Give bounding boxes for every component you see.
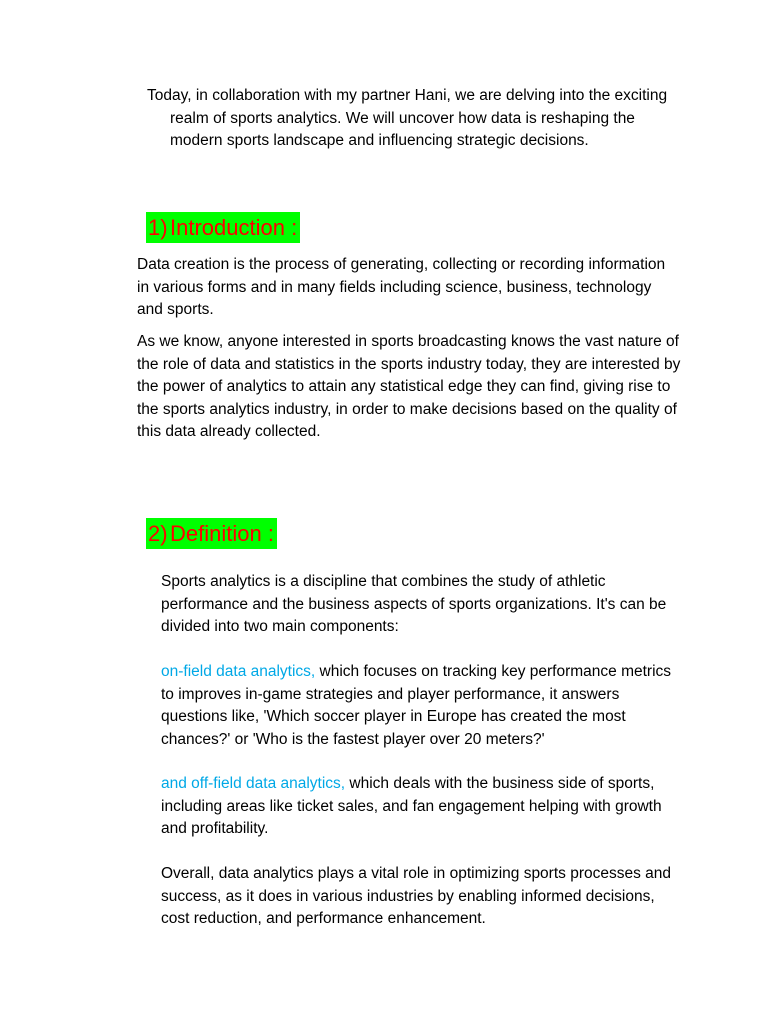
introduction-paragraph-2: As we know, anyone interested in sports broadcasting knows the vast nature of the role of data and statistics in the sports industry today, they are interested by the power of analytics to attain any statistical edge they can find, giving rise to the sports analytics industry, in order to make decisions based on the quality of this data already collected. — [137, 333, 681, 440]
section-number: 1) — [148, 215, 168, 240]
intro-paragraph: Today, in collaboration with my partner Hani, we are delving into the exciting realm of sports analytics. We will uncover how data is reshaping the modern sports landscape and influencing strategic decisions. — [147, 87, 668, 149]
section-title: Definition : — [170, 521, 274, 546]
definition-paragraph: Sports analytics is a discipline that combines the study of athletic performance and the business aspects of sports organizations. It's can be divided into two main components: — [161, 573, 667, 635]
onfield-analytics-term: on-field data analytics, — [161, 663, 316, 680]
conclusion-paragraph: Overall, data analytics plays a vital role in optimizing sports processes and success, as it does in various industries by enabling informed decisions, cost reduction, and performance enhancement. — [161, 865, 672, 927]
section-title: Introduction : — [170, 215, 298, 240]
section-number: 2) — [148, 521, 168, 546]
offfield-analytics-text: which deals with the business side of sports, including areas like ticket sales, and fan engagement helping with growth and profitability. — [161, 775, 662, 837]
offfield-analytics-paragraph — [161, 773, 681, 841]
introduction-paragraph-1: Data creation is the process of generating, collecting or recording information in various forms and in many fields including science, business, technology and sports. — [137, 256, 666, 318]
section-heading-introduction — [146, 212, 300, 243]
offfield-analytics-term: and off-field data analytics, — [161, 775, 346, 792]
onfield-analytics-text: which focuses on tracking key performance metrics to improves in-game strategies and player performance, it answers questions like, 'Which soccer player in Europe has created the most chances?' or 'Who is the fastest player over 20 meters?' — [161, 663, 672, 748]
section-heading-definition — [146, 518, 277, 549]
onfield-analytics-paragraph — [161, 661, 681, 751]
